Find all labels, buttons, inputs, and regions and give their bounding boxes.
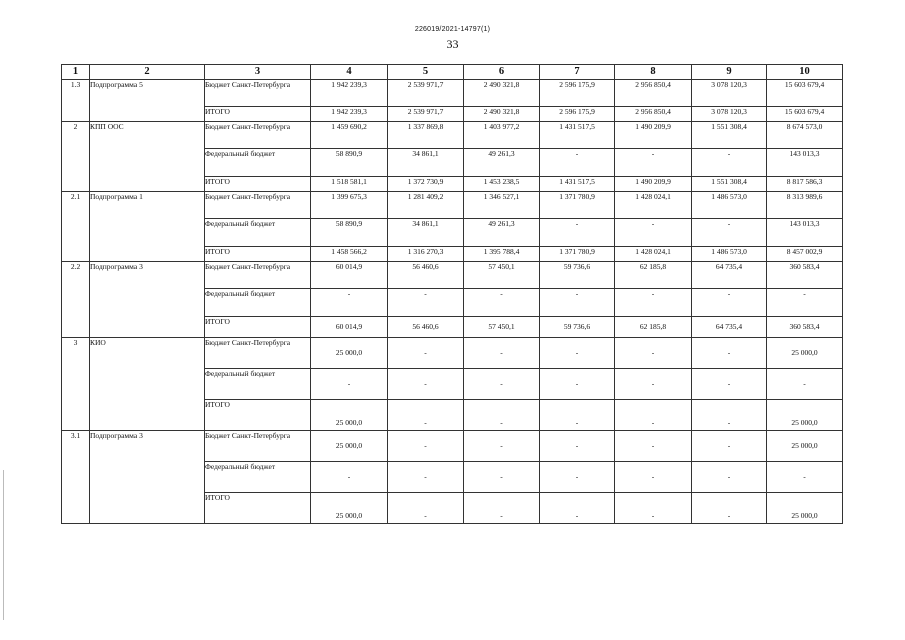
value-cell: 62 185,8	[615, 317, 692, 338]
value-cell: 8 457 002,9	[767, 247, 843, 262]
value-cell: 64 735,4	[692, 317, 767, 338]
value-cell: 49 261,3	[464, 149, 540, 177]
column-header: 5	[388, 65, 464, 80]
value-cell: -	[615, 462, 692, 493]
value-cell: -	[388, 462, 464, 493]
value-cell: 1 337 869,8	[388, 122, 464, 149]
value-cell: 60 014,9	[311, 262, 388, 289]
value-cell: -	[388, 431, 464, 462]
value-cell: -	[767, 369, 843, 400]
value-cell: -	[540, 493, 615, 524]
value-cell: -	[615, 431, 692, 462]
value-cell: 1 316 270,3	[388, 247, 464, 262]
value-cell: 3 078 120,3	[692, 107, 767, 122]
value-cell: 34 861,1	[388, 149, 464, 177]
value-cell: 1 403 977,2	[464, 122, 540, 149]
column-header: 10	[767, 65, 843, 80]
funding-source: Бюджет Санкт-Петербурга	[205, 192, 311, 219]
value-cell: -	[615, 338, 692, 369]
value-cell: 1 346 527,1	[464, 192, 540, 219]
section-number: 3	[62, 338, 90, 431]
funding-source: ИТОГО	[205, 247, 311, 262]
value-cell: 59 736,6	[540, 317, 615, 338]
table-row	[62, 262, 843, 289]
value-cell: 2 490 321,8	[464, 107, 540, 122]
value-cell: -	[540, 462, 615, 493]
value-cell: -	[692, 400, 767, 431]
value-cell: 2 490 321,8	[464, 80, 540, 107]
value-cell: -	[388, 369, 464, 400]
value-cell: 49 261,3	[464, 219, 540, 247]
value-cell: -	[464, 400, 540, 431]
value-cell: -	[692, 338, 767, 369]
value-cell: -	[388, 289, 464, 317]
table-row	[62, 338, 843, 369]
value-cell: 64 735,4	[692, 262, 767, 289]
value-cell: -	[615, 369, 692, 400]
value-cell: 62 185,8	[615, 262, 692, 289]
value-cell: -	[540, 369, 615, 400]
value-cell: 1 459 690,2	[311, 122, 388, 149]
value-cell: 57 450,1	[464, 262, 540, 289]
funding-source: Бюджет Санкт-Петербурга	[205, 80, 311, 107]
value-cell: 15 603 679,4	[767, 80, 843, 107]
value-cell: -	[615, 219, 692, 247]
funding-source: Бюджет Санкт-Петербурга	[205, 338, 311, 369]
program-name: КПП ООС	[90, 122, 205, 192]
value-cell: -	[464, 462, 540, 493]
value-cell: 1 399 675,3	[311, 192, 388, 219]
value-cell: 8 674 573,0	[767, 122, 843, 149]
value-cell: 1 453 238,5	[464, 177, 540, 192]
value-cell: -	[464, 289, 540, 317]
value-cell: -	[311, 289, 388, 317]
table-row	[62, 80, 843, 107]
table-row	[62, 431, 843, 462]
value-cell: 25 000,0	[311, 431, 388, 462]
funding-source: Федеральный бюджет	[205, 462, 311, 493]
value-cell: 1 371 780,9	[540, 192, 615, 219]
value-cell: 1 486 573,0	[692, 192, 767, 219]
value-cell: 1 428 024,1	[615, 247, 692, 262]
value-cell: -	[388, 493, 464, 524]
value-cell: -	[388, 400, 464, 431]
value-cell: 2 539 971,7	[388, 107, 464, 122]
value-cell: 2 956 850,4	[615, 107, 692, 122]
value-cell: 58 890,9	[311, 219, 388, 247]
value-cell: -	[388, 338, 464, 369]
value-cell: 1 551 308,4	[692, 122, 767, 149]
value-cell: -	[540, 289, 615, 317]
value-cell: 2 539 971,7	[388, 80, 464, 107]
value-cell: -	[464, 369, 540, 400]
value-cell: 1 281 409,2	[388, 192, 464, 219]
value-cell: -	[767, 289, 843, 317]
value-cell: 1 490 209,9	[615, 122, 692, 149]
value-cell: 56 460,6	[388, 262, 464, 289]
value-cell: -	[540, 338, 615, 369]
value-cell: -	[615, 289, 692, 317]
value-cell: 143 013,3	[767, 149, 843, 177]
table-body	[62, 80, 843, 524]
value-cell: -	[692, 149, 767, 177]
value-cell: 8 313 989,6	[767, 192, 843, 219]
column-header: 1	[62, 65, 90, 80]
value-cell: -	[311, 369, 388, 400]
value-cell: 56 460,6	[388, 317, 464, 338]
value-cell: 60 014,9	[311, 317, 388, 338]
value-cell: 1 431 517,5	[540, 177, 615, 192]
value-cell: -	[692, 219, 767, 247]
value-cell: -	[464, 493, 540, 524]
value-cell: 8 817 586,3	[767, 177, 843, 192]
value-cell: 1 490 209,9	[615, 177, 692, 192]
scan-edge-line	[3, 470, 4, 620]
value-cell: -	[464, 338, 540, 369]
value-cell: 1 371 780,9	[540, 247, 615, 262]
value-cell: 143 013,3	[767, 219, 843, 247]
value-cell: -	[692, 289, 767, 317]
section-number: 2	[62, 122, 90, 192]
value-cell: -	[692, 462, 767, 493]
value-cell: 25 000,0	[311, 338, 388, 369]
value-cell: 25 000,0	[767, 400, 843, 431]
funding-source: Федеральный бюджет	[205, 219, 311, 247]
value-cell: 360 583,4	[767, 262, 843, 289]
section-number: 2.1	[62, 192, 90, 262]
value-cell: 1 428 024,1	[615, 192, 692, 219]
value-cell: -	[692, 369, 767, 400]
budget-table	[61, 64, 843, 524]
value-cell: 360 583,4	[767, 317, 843, 338]
funding-source: Бюджет Санкт-Петербурга	[205, 431, 311, 462]
table-row	[62, 192, 843, 219]
program-name: Подпрограмма 5	[90, 80, 205, 122]
value-cell: 1 518 581,1	[311, 177, 388, 192]
value-cell: 1 551 308,4	[692, 177, 767, 192]
program-name: Подпрограмма 3	[90, 431, 205, 524]
value-cell: 59 736,6	[540, 262, 615, 289]
value-cell: 1 486 573,0	[692, 247, 767, 262]
column-header: 7	[540, 65, 615, 80]
value-cell: 1 372 730,9	[388, 177, 464, 192]
value-cell: -	[540, 431, 615, 462]
value-cell: -	[311, 462, 388, 493]
section-number: 2.2	[62, 262, 90, 338]
funding-source: ИТОГО	[205, 317, 311, 338]
value-cell: 25 000,0	[767, 338, 843, 369]
value-cell: 25 000,0	[311, 493, 388, 524]
value-cell: -	[615, 149, 692, 177]
column-header: 8	[615, 65, 692, 80]
column-header: 2	[90, 65, 205, 80]
value-cell: -	[540, 219, 615, 247]
funding-source: Федеральный бюджет	[205, 369, 311, 400]
value-cell: 3 078 120,3	[692, 80, 767, 107]
value-cell: 15 603 679,4	[767, 107, 843, 122]
funding-source: Федеральный бюджет	[205, 289, 311, 317]
value-cell: -	[692, 431, 767, 462]
value-cell: -	[540, 149, 615, 177]
value-cell: 1 395 788,4	[464, 247, 540, 262]
column-header: 6	[464, 65, 540, 80]
value-cell: 2 956 850,4	[615, 80, 692, 107]
section-number: 3.1	[62, 431, 90, 524]
value-cell: 25 000,0	[767, 493, 843, 524]
column-header: 4	[311, 65, 388, 80]
value-cell: -	[464, 431, 540, 462]
column-header: 9	[692, 65, 767, 80]
value-cell: 58 890,9	[311, 149, 388, 177]
value-cell: 57 450,1	[464, 317, 540, 338]
program-name: КИО	[90, 338, 205, 431]
value-cell: -	[692, 493, 767, 524]
program-name: Подпрограмма 3	[90, 262, 205, 338]
funding-source: Федеральный бюджет	[205, 149, 311, 177]
value-cell: 25 000,0	[767, 431, 843, 462]
value-cell: 1 942 239,3	[311, 80, 388, 107]
page-number: 33	[446, 37, 459, 51]
value-cell: -	[615, 400, 692, 431]
document-registration-number: 226019/2021-14797(1)	[414, 26, 491, 33]
value-cell: 2 596 175,9	[540, 107, 615, 122]
value-cell: -	[767, 462, 843, 493]
value-cell: -	[615, 493, 692, 524]
program-name: Подпрограмма 1	[90, 192, 205, 262]
funding-source: ИТОГО	[205, 107, 311, 122]
funding-source: ИТОГО	[205, 493, 311, 524]
value-cell: -	[540, 400, 615, 431]
funding-source: ИТОГО	[205, 400, 311, 431]
table-header-row	[62, 65, 843, 80]
column-header: 3	[205, 65, 311, 80]
value-cell: 1 431 517,5	[540, 122, 615, 149]
value-cell: 1 458 566,2	[311, 247, 388, 262]
funding-source: Бюджет Санкт-Петербурга	[205, 122, 311, 149]
section-number: 1.3	[62, 80, 90, 122]
value-cell: 34 861,1	[388, 219, 464, 247]
value-cell: 2 596 175,9	[540, 80, 615, 107]
funding-source: Бюджет Санкт-Петербурга	[205, 262, 311, 289]
value-cell: 1 942 239,3	[311, 107, 388, 122]
value-cell: 25 000,0	[311, 400, 388, 431]
funding-source: ИТОГО	[205, 177, 311, 192]
table-row	[62, 122, 843, 149]
